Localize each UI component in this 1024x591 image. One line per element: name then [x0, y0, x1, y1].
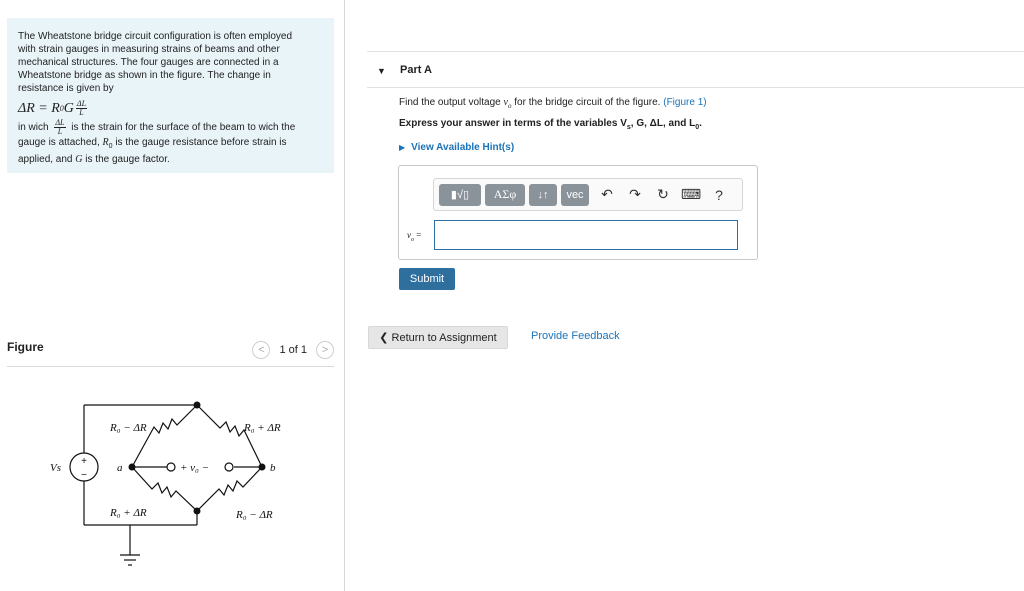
return-to-assignment-button[interactable]: ❮ Return to Assignment: [368, 326, 508, 349]
formula-lhs: ΔR = R: [18, 100, 60, 116]
keyboard-icon[interactable]: ⌨: [680, 186, 702, 202]
label-node-a: a: [117, 462, 123, 474]
wheatstone-bridge-diagram: [40, 385, 310, 575]
templates-button[interactable]: ▮√▯: [439, 184, 481, 206]
intro-line: The Wheatstone bridge circuit configuration is often employed: [18, 31, 293, 42]
left-panel: [0, 0, 344, 591]
instruction-rest: , G, ΔL, and L: [630, 118, 696, 129]
output-terminal-plus: [167, 463, 175, 471]
answer-var-sub: o: [411, 236, 414, 243]
resistor-top-right: [197, 405, 262, 467]
figure-header: [7, 337, 334, 367]
expand-triangle-icon: ▶: [399, 143, 406, 152]
intro-line: mechanical structures. The four gauges are connected in a: [18, 57, 279, 68]
collapse-caret-icon[interactable]: ▼: [377, 66, 386, 76]
submit-button[interactable]: Submit: [399, 268, 455, 290]
problem-intro: [7, 18, 334, 173]
undo-icon[interactable]: ↶: [601, 186, 613, 202]
intro-line: [18, 153, 324, 166]
figure-link[interactable]: (Figure 1): [663, 97, 707, 108]
reset-icon[interactable]: ↻: [657, 186, 669, 202]
node-bottom: [194, 508, 201, 515]
figure-page-count: 1 of 1: [279, 344, 307, 356]
intro-line: resistance is given by: [18, 83, 114, 94]
answer-equals: =: [416, 230, 422, 240]
question-var: v: [503, 97, 508, 108]
fraction-numerator: ΔL: [55, 118, 65, 127]
answer-label: [407, 230, 421, 243]
instruction-sub: s: [626, 124, 631, 131]
figure-title: Figure: [7, 340, 44, 354]
source-plus: +: [81, 456, 87, 467]
provide-feedback-link[interactable]: Provide Feedback: [531, 330, 620, 342]
figure-pager: [252, 341, 334, 359]
answer-var: v: [407, 230, 411, 240]
fraction-numerator: ΔL: [76, 98, 87, 108]
label-r-top-right: R₀ + ΔR: [244, 422, 281, 434]
next-figure-button[interactable]: >: [316, 341, 334, 359]
part-a-header[interactable]: [367, 51, 1024, 88]
intro-text: is the gauge factor.: [85, 154, 170, 165]
part-title: Part A: [400, 64, 432, 76]
greek-symbols-button[interactable]: ΑΣφ: [485, 184, 525, 206]
question-var-sub: o: [507, 102, 512, 110]
label-r-top-left: R₀ − ΔR: [110, 422, 147, 434]
intro-line: Wheatstone bridge as shown in the figure. The change in: [18, 70, 271, 81]
intro-text: is the strain for the surface of the beam to wich the: [71, 122, 296, 134]
help-icon[interactable]: ?: [715, 186, 723, 203]
view-hints-link[interactable]: [399, 142, 514, 153]
label-r-bottom-left: R₀ + ΔR: [110, 507, 147, 519]
label-node-b: b: [270, 462, 276, 474]
fraction-denominator: L: [57, 127, 63, 136]
label-r-bottom-right: R₀ − ΔR: [236, 509, 273, 521]
intro-line: [18, 119, 324, 136]
label-vo: + v₀ −: [180, 462, 210, 474]
intro-line: with strain gauges in measuring strains of beams and other: [18, 44, 280, 55]
right-panel: [367, 0, 1024, 591]
strain-fraction-inline: [54, 119, 65, 136]
instruction-sub: 0: [695, 124, 700, 131]
var-g: G: [75, 154, 83, 165]
output-terminal-minus: [225, 463, 233, 471]
source-minus: −: [81, 470, 87, 481]
hint-label: View Available Hint(s): [411, 142, 515, 153]
node-b: [259, 464, 266, 471]
var-r: R: [102, 137, 109, 148]
answer-instruction: [399, 118, 702, 131]
strain-fraction: [76, 100, 87, 117]
resistor-top-left: [132, 405, 197, 467]
fraction-denominator: L: [79, 107, 84, 117]
intro-line: [18, 136, 324, 153]
var-sub: 0: [108, 143, 113, 150]
instruction-text: Express your answer in terms of the variables V: [399, 118, 627, 129]
intro-text: applied, and: [18, 154, 73, 165]
redo-icon[interactable]: ↷: [629, 186, 641, 202]
column-divider[interactable]: [344, 0, 345, 591]
intro-text: is the gauge resistance before strain is: [115, 137, 287, 148]
label-vs: Vs: [50, 462, 61, 474]
instruction-end: .: [699, 118, 702, 129]
formula-g: G: [63, 100, 74, 116]
resistance-formula: [18, 97, 324, 119]
subscript-superscript-button[interactable]: ↓↑: [529, 184, 557, 206]
question-text: [399, 97, 707, 112]
formula-sub: 0: [59, 103, 64, 113]
answer-panel: [398, 165, 758, 260]
answer-input[interactable]: [434, 220, 738, 250]
math-toolbar: [433, 178, 743, 211]
vector-button[interactable]: vec: [561, 184, 589, 206]
intro-text: gauge is attached,: [18, 137, 100, 148]
node-a: [129, 464, 136, 471]
question-pre: Find the output voltage: [399, 97, 501, 108]
intro-text: in wich: [18, 122, 49, 134]
question-post: for the bridge circuit of the figure.: [514, 97, 661, 108]
prev-figure-button[interactable]: <: [252, 341, 270, 359]
node-top: [194, 402, 201, 409]
